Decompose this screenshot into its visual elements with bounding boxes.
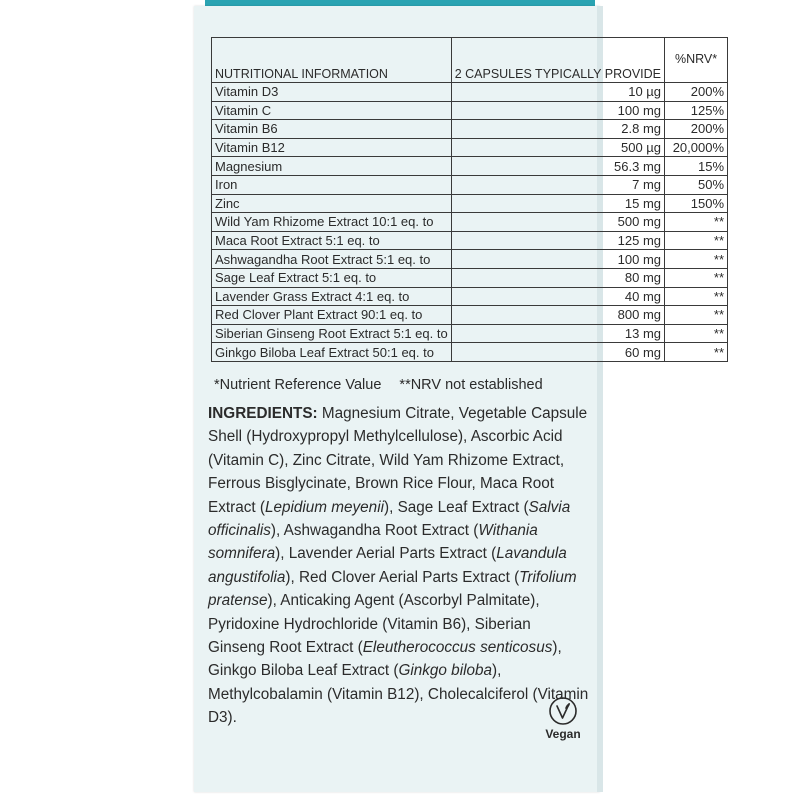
nutrient-amount: 60 mg — [451, 343, 664, 362]
nutrient-amount: 100 mg — [451, 101, 664, 120]
nutrient-amount: 500 µg — [451, 138, 664, 157]
nutrient-name: Magnesium — [212, 157, 452, 176]
table-row — [212, 324, 728, 343]
nutrient-name: Ginkgo Biloba Leaf Extract 50:1 eq. to — [212, 343, 452, 362]
nutrient-nrv: ** — [665, 268, 728, 287]
ingredient-text: ), Anticaking Agent (Ascorbyl Palmitate), Pyridoxine Hydrochloride (Vitamin B6), Siberian Ginseng Root Extract ( — [208, 592, 540, 657]
ingredient-latin-name: Salvia officinalis — [208, 498, 571, 540]
nutrient-nrv: 200% — [665, 83, 728, 102]
ingredient-latin-name: Ginkgo biloba — [398, 662, 493, 680]
nutrient-name: Zinc — [212, 194, 452, 213]
header-nrv: %NRV* — [665, 38, 728, 83]
nutrient-amount: 40 mg — [451, 287, 664, 306]
nutrient-nrv: ** — [665, 250, 728, 269]
header-nutritional-information: NUTRITIONAL INFORMATION — [212, 38, 452, 83]
ingredient-text: ), Red Clover Aerial Parts Extract ( — [285, 568, 520, 586]
nutrient-name: Vitamin D3 — [212, 83, 452, 102]
nutrient-amount: 56.3 mg — [451, 157, 664, 176]
nutrient-name: Lavender Grass Extract 4:1 eq. to — [212, 287, 452, 306]
ingredient-text: ), Sage Leaf Extract ( — [384, 498, 529, 516]
footnotes — [214, 377, 594, 393]
nutrient-name: Maca Root Extract 5:1 eq. to — [212, 231, 452, 250]
nutrient-amount: 125 mg — [451, 231, 664, 250]
table-row — [212, 83, 728, 102]
table-row — [212, 231, 728, 250]
ingredients-list — [208, 405, 588, 726]
ingredient-latin-name: Withania somnifera — [208, 522, 538, 563]
nutrient-nrv: 15% — [665, 157, 728, 176]
ingredient-text: Magnesium Citrate, Vegetable Capsule Shell (Hydroxypropyl Methylcellulose), Ascorbic Acid (Vitamin C), Zinc Citrate, Wild Yam Rhizome Extract, Ferrous Bisglycinate, Brown Rice Flour, Maca Root Extract ( — [208, 405, 588, 516]
table-row — [212, 268, 728, 287]
vegan-label: Vegan — [545, 727, 581, 741]
ingredient-text: ), Methylcobalamin (Vitamin B12), Cholecalciferol (Vitamin D3). — [208, 662, 589, 727]
table-row — [212, 250, 728, 269]
table-row — [212, 306, 728, 325]
table-row — [212, 194, 728, 213]
nutrient-amount: 100 mg — [451, 250, 664, 269]
table-row — [212, 120, 728, 139]
footnote-nrv: *Nutrient Reference Value — [214, 377, 382, 393]
table-header-row — [212, 38, 728, 83]
table-row — [212, 101, 728, 120]
nutrient-nrv: 20,000% — [665, 138, 728, 157]
header-capsules-provide: 2 CAPSULES TYPICALLY PROVIDE — [451, 38, 664, 83]
nutrient-amount: 15 mg — [451, 194, 664, 213]
nutrient-name: Sage Leaf Extract 5:1 eq. to — [212, 268, 452, 287]
nutrient-name: Vitamin B12 — [212, 138, 452, 157]
nutrient-amount: 2.8 mg — [451, 120, 664, 139]
nutrient-amount: 7 mg — [451, 175, 664, 194]
ingredient-latin-name: Trifolium pratense — [208, 568, 577, 610]
nutrient-nrv: 50% — [665, 175, 728, 194]
nutrient-nrv: ** — [665, 324, 728, 343]
table-row — [212, 157, 728, 176]
ingredient-text: ), Lavender Aerial Parts Extract ( — [275, 545, 497, 563]
ingredient-text: ), Ashwagandha Root Extract ( — [270, 522, 479, 540]
nutrient-nrv: 125% — [665, 101, 728, 120]
nutrient-name: Ashwagandha Root Extract 5:1 eq. to — [212, 250, 452, 269]
nutrient-nrv: ** — [665, 213, 728, 232]
nutrition-table — [211, 37, 728, 362]
nutrient-nrv: ** — [665, 343, 728, 362]
vegan-leaf-icon — [548, 696, 578, 726]
table-row — [212, 343, 728, 362]
nutrient-nrv: ** — [665, 231, 728, 250]
nutrient-name: Siberian Ginseng Root Extract 5:1 eq. to — [212, 324, 452, 343]
nutrient-nrv: 200% — [665, 120, 728, 139]
nutrient-nrv: ** — [665, 306, 728, 325]
ingredient-latin-name: Lepidium meyenii — [264, 498, 384, 516]
nutrient-nrv: 150% — [665, 194, 728, 213]
ingredient-latin-name: Eleutherococcus senticosus — [362, 639, 553, 657]
table-row — [212, 287, 728, 306]
nutrition-table-body — [212, 83, 728, 362]
ingredient-text: ), Ginkgo Biloba Leaf Extract ( — [208, 639, 562, 680]
ingredients-label: INGREDIENTS: — [208, 405, 318, 422]
nutrient-name: Iron — [212, 175, 452, 194]
nutrient-amount: 80 mg — [451, 268, 664, 287]
nutrient-amount: 13 mg — [451, 324, 664, 343]
ingredients-text — [208, 402, 592, 730]
ingredient-latin-name: Lavandula angustifolia — [208, 545, 567, 586]
vegan-badge — [538, 696, 588, 742]
nutrient-name: Wild Yam Rhizome Extract 10:1 eq. to — [212, 213, 452, 232]
nutrient-name: Red Clover Plant Extract 90:1 eq. to — [212, 306, 452, 325]
nutrient-amount: 800 mg — [451, 306, 664, 325]
footnote-not-established: **NRV not established — [399, 377, 543, 393]
table-row — [212, 175, 728, 194]
table-row — [212, 213, 728, 232]
nutrient-nrv: ** — [665, 287, 728, 306]
nutrient-name: Vitamin C — [212, 101, 452, 120]
nutrient-name: Vitamin B6 — [212, 120, 452, 139]
table-row — [212, 138, 728, 157]
nutrient-amount: 10 µg — [451, 83, 664, 102]
nutrient-amount: 500 mg — [451, 213, 664, 232]
